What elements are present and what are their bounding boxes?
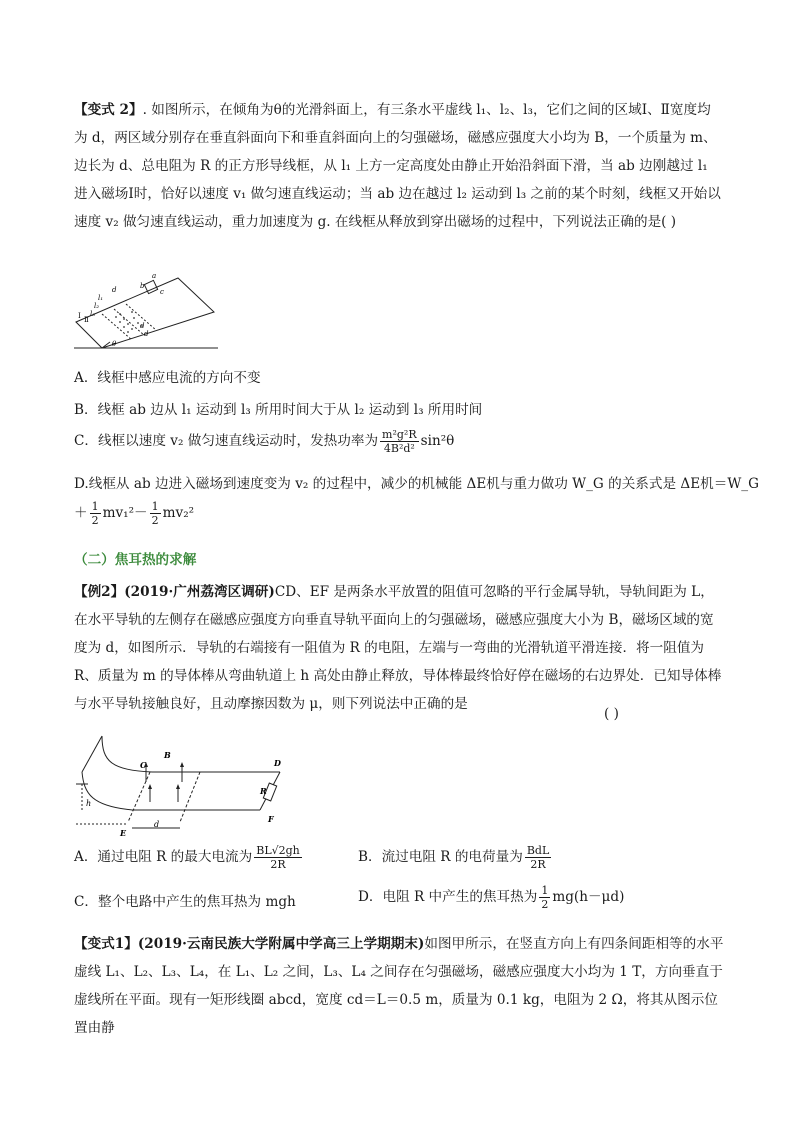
variant2-option-c-denominator: 4B²d² (383, 442, 415, 455)
fig1-label-c: c (160, 288, 164, 296)
variant2-option-d-end: mv₂² (162, 505, 195, 521)
fig1-label-d2: d (144, 330, 149, 338)
variant2-paragraph (74, 96, 724, 236)
fig1-label-b: b (140, 282, 145, 290)
fig1-label-d-top: d (112, 286, 117, 294)
variant2-option-c-numerator: m²g²R (382, 428, 417, 441)
fig1-label-theta: θ (112, 340, 117, 348)
variant2-option-a: A．线框中感应电流的方向不变 (74, 370, 261, 386)
fig2-label-d-width: d (154, 820, 160, 829)
example2-paragraph (74, 578, 724, 718)
fig2-label-r: R (260, 786, 267, 796)
variant2-option-c (74, 428, 454, 455)
fig2-label-c: C (140, 760, 147, 770)
fig2-label-e: E (120, 828, 127, 836)
fig2-label-h: h (86, 799, 92, 808)
variant2-option-d-f1-num: 1 (91, 500, 99, 513)
variant2-option-d-mid: mv₁²－ (102, 505, 148, 521)
variant2-option-c-post: sin²θ (420, 433, 455, 449)
example2-tag: 【例2】 (74, 584, 125, 600)
variant2-option-d-line2 (74, 500, 194, 527)
example2-option-d-den: 2 (541, 898, 549, 911)
example2-option-c: C．整个电路中产生的焦耳热为 mgh (74, 894, 296, 910)
example2-option-a-num: BL√2gh (256, 844, 300, 857)
fig2-label-f: F (268, 814, 274, 824)
example2-option-b-den: 2R (530, 858, 546, 871)
example2-option-d-post: mg(h－μd) (552, 889, 625, 905)
fig1-label-l3: l₃ (90, 310, 96, 318)
fig1-label-l2: l₂ (94, 302, 100, 310)
example2-option-d-text: D．电阻 R 中产生的焦耳热为 (358, 889, 538, 905)
fig1-label-l1: l₁ (98, 294, 104, 302)
fig2-label-d: D (274, 758, 281, 768)
variant2-option-c-text: C．线框以速度 v₂ 做匀速直线运动时，发热功率为 (74, 433, 379, 449)
variant2-option-d-f2-den: 2 (151, 514, 159, 527)
example2-option-b-text: B．流过电阻 R 的电荷量为 (358, 849, 523, 865)
variant2-option-b: B．线框 ab 边从 l₁ 运动到 l₃ 所用时间大于从 l₂ 运动到 l₃ 所用时间 (74, 402, 483, 418)
example2-option-a-den: 2R (270, 858, 286, 871)
variant2-option-d-f2-num: 1 (151, 500, 159, 513)
example2-option-b (358, 844, 553, 871)
example2-source: (2019·广州荔湾区调研) (124, 584, 275, 600)
example2-option-d-fraction (539, 884, 550, 911)
fig1-label-a: a (152, 272, 157, 280)
variant1-tag: 【变式1】 (74, 936, 138, 952)
fig2-label-b: B (164, 750, 171, 760)
example2-answer-paren: ( ) (604, 706, 619, 722)
field-region-dots (115, 311, 143, 333)
variant2-option-d-f1-den: 2 (91, 514, 99, 527)
example2-option-a (74, 844, 304, 871)
example2-option-a-text: A．通过电阻 R 的最大电流为 (74, 849, 253, 865)
rails-figure (72, 732, 290, 836)
fig1-label-region2: Ⅱ (84, 316, 89, 324)
variant1-paragraph (74, 930, 724, 1042)
fig1-label-region1: Ⅰ (78, 312, 81, 320)
example2-option-b-num: BdL (526, 844, 550, 857)
variant1-source: (2019·云南民族大学附属中学高三上学期期末) (137, 936, 425, 952)
example2-option-a-fraction (254, 844, 302, 871)
variant2-text: . 如图所示，在倾角为θ的光滑斜面上，有三条水平虚线 l₁、l₂、l₃，它们之间的区域Ⅰ、Ⅱ宽度均为 d，两区域分别存在垂直斜面向下和垂直斜面向上的匀强磁场，磁感应强度大小均为 B，一个质量为 m、边长为 d、总电阻为 R 的正方形导线框，从 l₁ 上方一定高度处由静止开始沿斜面下滑，当 ab 边刚越过 l₁ 进入磁场Ⅰ时，恰好以速度 v₁ 做匀速直线运动；当 ab 边在越过 l₂ 运动到 l₃ 之前的某个时刻，线框又开始以速度 v₂ 做匀速直线运动，重力加速度为 g. 在线框从释放到穿出磁场的过程中，下列说法正确的是( ) (74, 102, 721, 230)
incline-figure (72, 262, 220, 354)
example2-text: CD、EF 是两条水平放置的阻值可忽略的平行金属导轨，导轨间距为 L，在水平导轨的左侧存在磁感应强度方向垂直导轨平面向上的匀强磁场，磁感应强度大小为 B，磁场区域的宽度为 d，如图所示．导轨的右端接有一阻值为 R 的电阻，左端与一弯曲的光滑轨道平滑连接．将一阻值为 R、质量为 m 的导体棒从弯曲轨道上 h 高处由静止释放，导体棒最终恰好停在磁场的右边界处．已知导体棒与水平导轨接触良好，且动摩擦因数为 μ，则下列说法中正确的是 (74, 584, 722, 712)
variant2-option-c-fraction (380, 428, 419, 455)
variant2-tag: 【变式 2】 (74, 102, 143, 118)
variant2-option-d-plus: ＋ (74, 505, 88, 521)
variant1-text: 如图甲所示，在竖直方向上有四条间距相等的水平虚线 L₁、L₂、L₃、L₄，在 L₁、L₂ 之间，L₃、L₄ 之间存在匀强磁场，磁感应强度大小均为 1 T，方向垂直于虚线所在平面。现有一矩形线圈 abcd，宽度 cd＝L＝0.5 m，质量为 0.1 kg，电阻为 2 Ω，将其从图示位置由静 (74, 936, 724, 1036)
section-heading: （二）焦耳热的求解 (74, 552, 197, 568)
variant2-option-d-fraction1 (90, 500, 101, 527)
variant2-option-d-line1: D.线框从 ab 边进入磁场到速度变为 v₂ 的过程中，减少的机械能 ΔE机与重力做功 W_G 的关系式是 ΔE机＝W_G (74, 476, 759, 492)
fig1-label-d1: d (140, 322, 145, 330)
example2-option-d (358, 884, 624, 911)
example2-option-b-fraction (525, 844, 551, 871)
example2-option-d-num: 1 (541, 884, 549, 897)
variant2-option-d-fraction2 (150, 500, 161, 527)
